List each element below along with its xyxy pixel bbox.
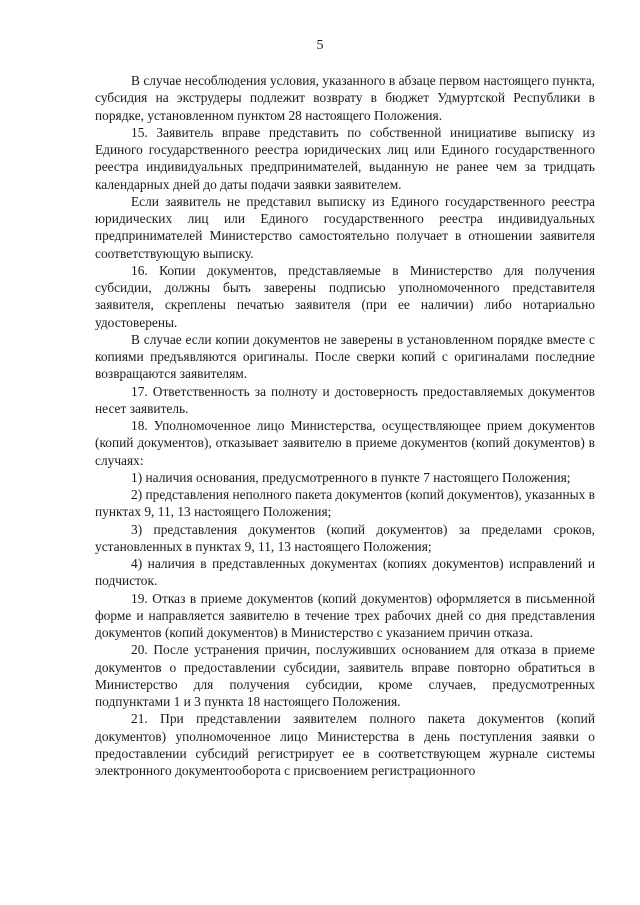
paragraph: В случае несоблюдения условия, указанного в абзаце первом настоящего пункта, субсидия на экструдеры подлежит возврату в бюджет Удмуртской Республики в порядке, установленном пунктом 28 настоящего Положения. <box>95 73 595 123</box>
page-number: 5 <box>316 38 324 53</box>
paragraph: 21. При представлении заявителем полного пакета документов (копий документов) уполномоченное лицо Министерства в день поступления заявки о предоставлении субсидий регистрирует ее в соответствующем журнале системы электронного документооборота с присвоением регистрационного <box>95 711 595 778</box>
paragraph: 19. Отказ в приеме документов (копий документов) оформляется в письменной форме и направляется заявителю в течение трех рабочих дней со дня представления документов (копий документов) в Министерство с указанием причин отказа. <box>95 590 595 640</box>
paragraph: 2) представления неполного пакета документов (копий документов), указанных в пунктах 9, 11, 13 настоящего Положения; <box>95 487 595 520</box>
paragraph: В случае если копии документов не заверены в установленном порядке вместе с копиями предъявляются оригиналы. После сверки копий с оригиналами последние возвращаются заявителям. <box>95 331 595 382</box>
paragraph: 16. Копии документов, представляемые в Министерство для получения субсидии, должны быть заверены подписью уполномоченного представителя заявителя, скреплены печатью заявителя (при ее наличии) либо нотариально удостоверены. <box>95 262 595 330</box>
paragraph: 20. После устранения причин, послуживших основанием для отказа в приеме документов о предоставлении субсидии, заявитель вправе повторно обратиться в Министерство для получения субсидии, кроме случаев, предусмотренных подпунктами 1 и 3 пункта 18 настоящего Положения. <box>95 642 595 709</box>
paragraph: 4) наличия в представленных документах (копиях документов) исправлений и подчисток. <box>95 556 595 589</box>
paragraph: 1) наличия основания, предусмотренного в пункте 7 настоящего Положения; <box>131 469 571 485</box>
paragraph: 3) представления документов (копий документов) за пределами сроков, установленных в пунктах 9, 11, 13 настоящего Положения; <box>95 521 595 554</box>
paragraph: Если заявитель не представил выписку из Единого государственного реестра юридических лиц или Единого государственного реестра индивидуальных предпринимателей Министерство самостоятельно получает в отношении заявителя соответствующую выписку. <box>95 193 595 261</box>
paragraph: 18. Уполномоченное лицо Министерства, осуществляющее прием документов (копий документов), отказывает заявителю в приеме документов (копий документов) в случаях: <box>95 418 595 468</box>
paragraph: 17. Ответственность за полноту и достоверность предоставляемых документов несет заявитель. <box>95 383 595 416</box>
paragraph: 15. Заявитель вправе представить по собственной инициативе выписку из Единого государственного реестра юридических лиц или Единого государственного реестра индивидуальных предпринимателей, выданную не ранее чем за тридцать календарных дней до даты подачи заявки заявителем. <box>95 124 595 192</box>
document-body <box>95 72 595 779</box>
